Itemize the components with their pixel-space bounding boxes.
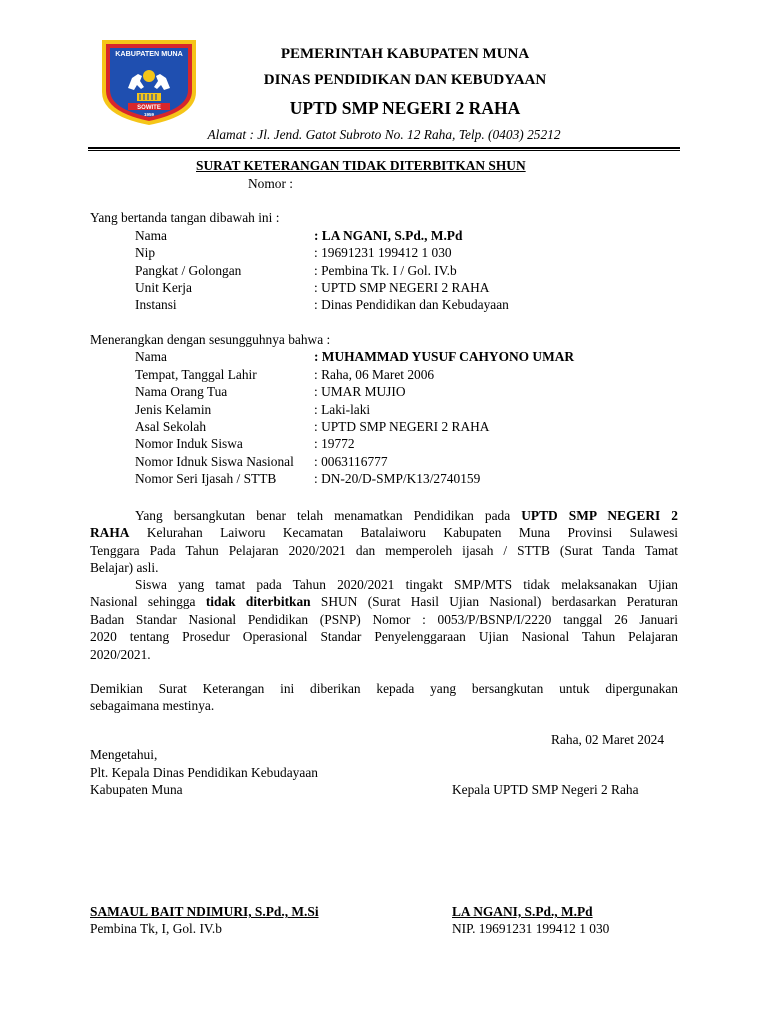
field-value: : MUHAMMAD YUSUF CAHYONO UMAR — [314, 349, 575, 364]
left-acknowledge: Mengetahui, — [90, 747, 158, 762]
left-signer-rank: Pembina Tk, I, Gol. IV.b — [90, 921, 222, 936]
student-row — [90, 419, 680, 436]
student-row — [90, 349, 680, 366]
field-value: : Laki-laki — [314, 402, 371, 417]
field-value: : UPTD SMP NEGERI 2 RAHA — [314, 280, 490, 295]
signer-row — [90, 263, 680, 280]
student-row — [90, 384, 680, 401]
right-signer-nip: NIP. 19691231 199412 1 030 — [452, 921, 610, 936]
field-value: : Dinas Pendidikan dan Kebudayaan — [314, 297, 509, 312]
left-position: Plt. Kepala Dinas Pendidikan Kebudayaan — [90, 765, 318, 780]
document-number: Nomor : — [248, 176, 294, 191]
svg-text:1959: 1959 — [143, 112, 155, 117]
field-value: : 19691231 199412 1 030 — [314, 245, 452, 260]
paragraph-line: Nasional sehingga tidak diterbitkan SHUN (Surat Hasil Ujian Nasional) berdasarkan Peraturan — [90, 594, 678, 610]
field-label: Nomor Induk Siswa — [135, 436, 243, 451]
student-row — [90, 471, 680, 488]
field-label: Tempat, Tanggal Lahir — [135, 367, 257, 382]
paragraph-line: sebagaimana mestinya. — [90, 698, 215, 714]
field-label: Nomor Idnuk Siswa Nasional — [135, 454, 294, 469]
header-school: UPTD SMP NEGERI 2 RAHA — [289, 98, 521, 118]
paragraph-line: 2020 tentang Prosedur Operasional Standar Penyelenggaraan Ujian Nasional Tahun Pelajaran — [90, 629, 678, 645]
field-label: Instansi — [135, 297, 177, 312]
paragraph-line: Badan Standar Nasional Pendidikan (PSNP) Nomor : 0053/P/BSNP/I/2220 tanggal 26 Januari — [90, 611, 678, 627]
signer-intro: Yang bertanda tangan dibawah ini : — [90, 210, 280, 225]
left-signer-name: SAMAUL BAIT NDIMURI, S.Pd., M.Si — [90, 904, 319, 919]
signer-row — [90, 280, 680, 297]
paragraph-statement — [90, 507, 678, 577]
paragraph-line: Demikian Surat Keterangan ini diberikan kepada yang bersangkutan untuk dipergunakan — [90, 681, 678, 696]
field-label: Jenis Kelamin — [135, 402, 212, 417]
document-title: SURAT KETERANGAN TIDAK DITERBITKAN SHUN — [196, 158, 526, 173]
field-value: : Pembina Tk. I / Gol. IV.b — [314, 263, 457, 278]
header-government: PEMERINTAH KABUPATEN MUNA — [280, 46, 530, 62]
field-value: : 0063116777 — [314, 454, 388, 469]
kabupaten-muna-logo — [100, 38, 198, 126]
field-label: Nama Orang Tua — [135, 384, 228, 399]
field-value: : 19772 — [314, 436, 355, 451]
field-value: : DN-20/D-SMP/K13/2740159 — [314, 471, 481, 486]
field-label: Unit Kerja — [135, 280, 192, 295]
left-region: Kabupaten Muna — [90, 782, 183, 797]
field-value: : UMAR MUJIO — [314, 384, 406, 399]
svg-text:KABUPATEN MUNA: KABUPATEN MUNA — [115, 49, 183, 58]
field-label: Nip — [135, 245, 156, 260]
header-department: DINAS PENDIDIKAN DAN KEBUDYAAN — [263, 72, 547, 88]
header-divider-thin — [88, 150, 680, 151]
student-row — [90, 367, 680, 384]
student-row — [90, 454, 680, 471]
signer-row — [90, 245, 680, 262]
paragraph-line: Tenggara Pada Tahun Pelajaran 2020/2021 dan memperoleh ijasah / STTB (Surat Tanda Tamat — [90, 542, 678, 558]
paragraph-line: 2020/2021. — [90, 646, 151, 662]
svg-text:SOWITE: SOWITE — [137, 105, 161, 111]
right-signer-name: LA NGANI, S.Pd., M.Pd — [452, 904, 593, 919]
field-label: Nomor Seri Ijasah / STTB — [135, 471, 277, 486]
field-value: : UPTD SMP NEGERI 2 RAHA — [314, 419, 490, 434]
field-label: Pangkat / Golongan — [135, 263, 242, 278]
paragraph-line: RAHA Kelurahan Laiworu Kecamatan Batalaiworu Kabupaten Muna Provinsi Sulawesi — [90, 525, 678, 541]
field-label: Nama — [135, 349, 167, 364]
field-label: Nama — [135, 228, 167, 243]
field-label: Asal Sekolah — [135, 419, 207, 434]
paragraph-closing — [90, 680, 678, 715]
field-value: : Raha, 06 Maret 2006 — [314, 367, 435, 382]
paragraph-line: Siswa yang tamat pada Tahun 2020/2021 tingakt SMP/MTS tidak melaksanakan Ujian — [135, 577, 678, 592]
header-divider — [88, 147, 680, 149]
signer-row — [90, 228, 680, 245]
field-value: : LA NGANI, S.Pd., M.Pd — [314, 228, 463, 243]
paragraph-reason — [90, 576, 678, 663]
right-position: Kepala UPTD SMP Negeri 2 Raha — [452, 782, 639, 797]
student-intro: Menerangkan dengan sesungguhnya bahwa : — [90, 332, 331, 347]
signer-row — [90, 297, 680, 314]
paragraph-line: Belajar) asli. — [90, 560, 159, 576]
header-address: Alamat : Jl. Jend. Gatot Subroto No. 12 Raha, Telp. (0403) 25212 — [207, 127, 561, 142]
document-date: Raha, 02 Maret 2024 — [551, 732, 665, 747]
student-row — [90, 436, 680, 453]
student-row — [90, 402, 680, 419]
paragraph-line: Yang bersangkutan benar telah menamatkan Pendidikan pada UPTD SMP NEGERI 2 — [135, 508, 678, 523]
